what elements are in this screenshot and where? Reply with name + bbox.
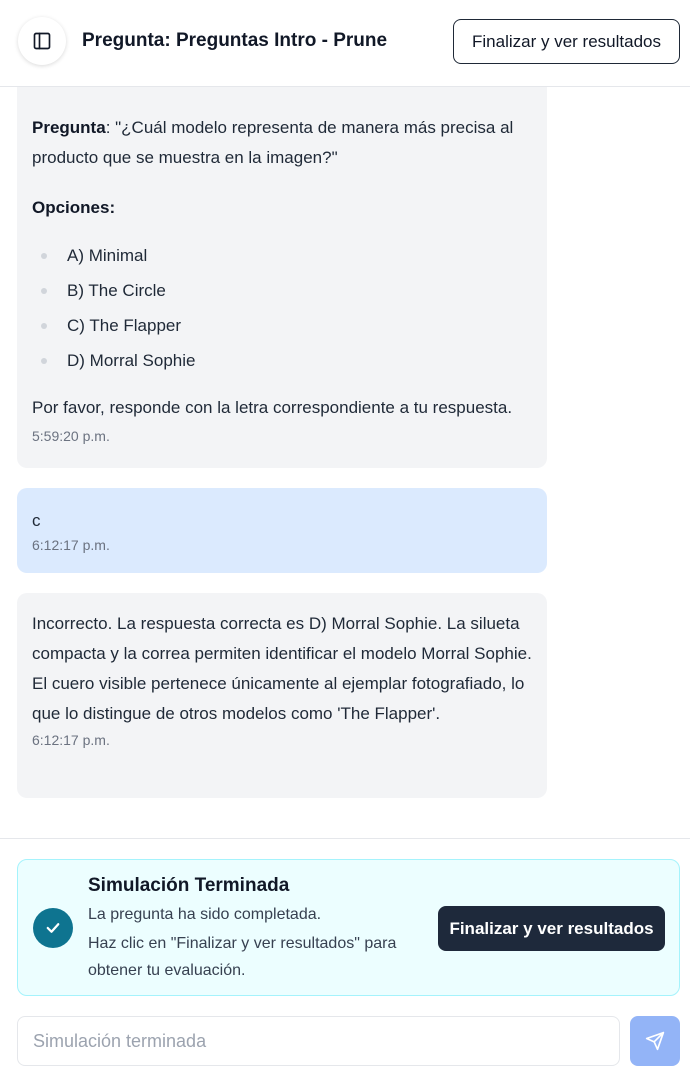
list-item: B) The Circle xyxy=(32,273,532,308)
panel-finish-results-button[interactable]: Finalizar y ver resultados xyxy=(438,906,665,951)
options-list xyxy=(32,238,532,378)
chat-area[interactable] xyxy=(0,87,690,839)
message-timestamp: 5:59:20 p.m. xyxy=(32,428,110,444)
send-icon xyxy=(645,1031,665,1051)
feedback-text: Incorrecto. La respuesta correcta es D) Morral Sophie. La silueta compacta y la correa permiten identificar el modelo Morral Sophie. El cuero visible pertenece únicamente al ejemplar fotografiado, lo que lo distingue de otros modelos como 'The Flapper'. xyxy=(32,614,532,723)
instruction-text: Por favor, responde con la letra correspondiente a tu respuesta. xyxy=(32,398,513,417)
message-input[interactable] xyxy=(17,1016,620,1066)
page-title: Pregunta: Preguntas Intro - Prune xyxy=(82,30,388,51)
check-badge xyxy=(33,908,73,948)
send-button[interactable] xyxy=(630,1016,680,1066)
options-label: Opciones: xyxy=(32,198,116,217)
message-timestamp: 6:12:17 p.m. xyxy=(32,732,110,748)
message-timestamp: 6:12:17 p.m. xyxy=(32,537,110,553)
list-item: C) The Flapper xyxy=(32,308,532,343)
sidebar-toggle-icon xyxy=(32,31,52,51)
sidebar-toggle-button[interactable] xyxy=(18,17,66,65)
list-item: D) Morral Sophie xyxy=(32,343,532,378)
finish-results-button[interactable]: Finalizar y ver resultados xyxy=(453,19,680,64)
check-icon xyxy=(44,919,62,937)
user-message-answer xyxy=(17,488,547,573)
panel-line-completed: La pregunta ha sido completada. xyxy=(88,906,322,923)
divider xyxy=(0,838,690,839)
answer-text: c xyxy=(32,511,41,530)
question-text: Pregunta: "¿Cuál modelo representa de manera más precisa al producto que se muestra en la imagen?" xyxy=(32,118,514,167)
list-item: A) Minimal xyxy=(32,238,532,273)
bot-message-feedback xyxy=(17,593,547,798)
panel-line-instruction: Haz clic en "Finalizar y ver resultados" para obtener tu evaluación. xyxy=(88,935,397,979)
bot-message-question xyxy=(17,87,547,468)
question-label: Pregunta xyxy=(32,118,106,137)
panel-title: Simulación Terminada xyxy=(88,875,290,896)
header xyxy=(0,0,690,87)
simulation-finished-panel xyxy=(17,859,680,996)
